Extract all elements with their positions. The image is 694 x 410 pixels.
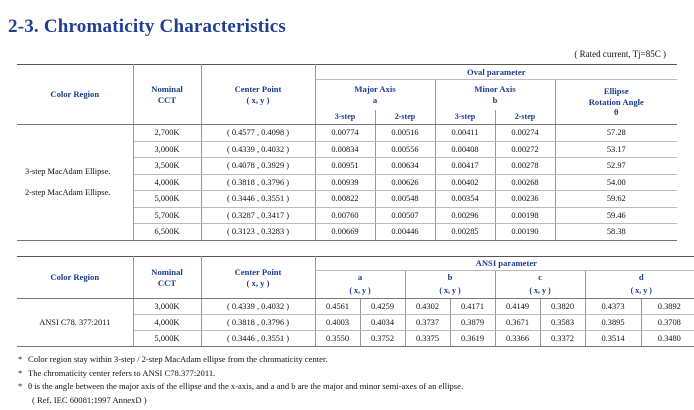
header-nominal-cct-line1: Nominal	[151, 83, 183, 94]
footnote-text: Color region stay within 3-step / 2-step MacAdam ellipse from the chromaticity center.	[28, 354, 328, 364]
region-cell: ANSI C78. 377:2011	[17, 299, 133, 347]
center-point-cell: ( 0.3123 , 0.3283 )	[201, 224, 315, 241]
ansi-parameter-table	[17, 256, 694, 347]
major-3step-cell: 0.00939	[315, 174, 375, 191]
d-x-cell: 0.3514	[585, 331, 641, 347]
reference-note: ( Ref. IEC 60081:1997 AnnexD )	[32, 394, 147, 405]
header-b-xy: ( x, y )	[405, 285, 495, 299]
minor-3step-cell: 0.00411	[435, 125, 495, 142]
a-y-cell: 0.4034	[360, 315, 405, 331]
footnote-item	[18, 367, 463, 381]
header-minor-axis	[435, 80, 555, 110]
b-x-cell: 0.3737	[405, 315, 450, 331]
d-y-cell: 0.3708	[641, 315, 694, 331]
bullet-icon: *	[18, 381, 23, 391]
minor-3step-cell: 0.00408	[435, 141, 495, 158]
major-2step-cell: 0.00516	[375, 125, 435, 142]
footnote-text: θ is the angle between the major axis of the ellipse and the x-axis, and a and b are the major and minor semi-axes of an ellipse.	[28, 381, 464, 391]
center-point-cell: ( 0.4339 , 0.4032 )	[201, 299, 315, 315]
c-x-cell: 0.4149	[495, 299, 540, 315]
header-center-point-line2: ( x, y )	[246, 277, 270, 288]
header-ansi-parameter: ANSI parameter	[315, 257, 694, 271]
minor-3step-cell: 0.00285	[435, 224, 495, 241]
header-major-axis-line1: Major Axis	[354, 84, 396, 95]
d-y-cell: 0.3480	[641, 331, 694, 347]
major-2step-cell: 0.00446	[375, 224, 435, 241]
minor-2step-cell: 0.00278	[495, 158, 555, 175]
page-title: 2-3. Chromaticity Characteristics	[8, 16, 286, 37]
header-minor-axis-line1: Minor Axis	[474, 84, 516, 95]
c-y-cell: 0.3583	[540, 315, 585, 331]
rated-condition-note: ( Rated current, Tj=85C )	[574, 49, 666, 59]
major-2step-cell: 0.00548	[375, 191, 435, 208]
b-x-cell: 0.3375	[405, 331, 450, 347]
major-3step-cell: 0.00760	[315, 207, 375, 224]
center-point-cell: ( 0.4078 , 0.3929 )	[201, 158, 315, 175]
cct-cell: 2,700K	[133, 125, 201, 142]
region-cell	[17, 125, 133, 241]
angle-cell: 58.38	[555, 224, 677, 241]
header-a-xy: ( x, y )	[315, 285, 405, 299]
minor-3step-cell: 0.00354	[435, 191, 495, 208]
major-2step-cell: 0.00634	[375, 158, 435, 175]
c-y-cell: 0.3820	[540, 299, 585, 315]
header-minor-axis-line2: b	[492, 94, 498, 105]
major-3step-cell: 0.00669	[315, 224, 375, 241]
header-minor-3step: 3-step	[435, 110, 495, 125]
header-center-point	[201, 257, 315, 299]
region-label-3step: 3-step MacAdam Ellipse.	[25, 167, 111, 177]
cct-cell: 6,500K	[133, 224, 201, 241]
bullet-icon: *	[18, 354, 23, 364]
a-y-cell: 0.4259	[360, 299, 405, 315]
angle-cell: 54.00	[555, 174, 677, 191]
header-nominal-cct-line2: CCT	[157, 94, 177, 105]
d-x-cell: 0.3895	[585, 315, 641, 331]
angle-cell: 59.62	[555, 191, 677, 208]
header-nominal-cct-line2: CCT	[157, 277, 177, 288]
a-x-cell: 0.4561	[315, 299, 360, 315]
cct-cell: 3,000K	[133, 141, 201, 158]
minor-2step-cell: 0.00268	[495, 174, 555, 191]
b-y-cell: 0.4171	[450, 299, 495, 315]
major-2step-cell: 0.00507	[375, 207, 435, 224]
header-major-axis	[315, 80, 435, 110]
table-row	[17, 299, 694, 315]
header-major-2step: 2-step	[375, 110, 435, 125]
c-x-cell: 0.3366	[495, 331, 540, 347]
header-nominal-cct	[133, 257, 201, 299]
center-point-cell: ( 0.3818 , 0.3796 )	[201, 315, 315, 331]
angle-cell: 59.46	[555, 207, 677, 224]
header-center-point-line2: ( x, y )	[246, 94, 270, 105]
a-y-cell: 0.3752	[360, 331, 405, 347]
center-point-cell: ( 0.3446 , 0.3551 )	[201, 191, 315, 208]
a-x-cell: 0.4003	[315, 315, 360, 331]
header-point-a: a	[315, 271, 405, 285]
c-y-cell: 0.3372	[540, 331, 585, 347]
d-y-cell: 0.3892	[641, 299, 694, 315]
minor-3step-cell: 0.00296	[435, 207, 495, 224]
header-center-point	[201, 65, 315, 125]
footnote-text: The chromaticity center refers to ANSI C78.377:2011.	[28, 367, 216, 378]
cct-cell: 5,700K	[133, 207, 201, 224]
cct-cell: 5,000K	[133, 191, 201, 208]
major-3step-cell: 0.00774	[315, 125, 375, 142]
bullet-icon: *	[18, 367, 23, 378]
major-3step-cell: 0.00951	[315, 158, 375, 175]
b-y-cell: 0.3619	[450, 331, 495, 347]
header-point-c: c	[495, 271, 585, 285]
footnotes	[18, 353, 463, 407]
footnote-item	[18, 353, 463, 367]
angle-cell: 57.28	[555, 125, 677, 142]
minor-2step-cell: 0.00272	[495, 141, 555, 158]
header-major-axis-line2: a	[372, 94, 378, 105]
header-ellipse-line1: Ellipse	[603, 85, 629, 96]
header-color-region: Color Region	[17, 257, 133, 299]
header-center-point-line1: Center Point	[234, 83, 282, 94]
header-oval-parameter: Oval parameter	[315, 65, 677, 80]
d-x-cell: 0.4373	[585, 299, 641, 315]
cct-cell: 5,000K	[133, 331, 201, 347]
center-point-cell: ( 0.3446 , 0.3551 )	[201, 331, 315, 347]
major-2step-cell: 0.00626	[375, 174, 435, 191]
header-nominal-cct-line1: Nominal	[151, 266, 183, 277]
region-label-2step: 2-step MacAdam Ellipse.	[25, 188, 111, 198]
center-point-cell: ( 0.4577 , 0.4098 )	[201, 125, 315, 142]
minor-2step-cell: 0.00274	[495, 125, 555, 142]
header-nominal-cct	[133, 65, 201, 125]
angle-cell: 53.17	[555, 141, 677, 158]
header-ellipse-line3: θ	[614, 107, 619, 118]
cct-cell: 4,000K	[133, 174, 201, 191]
b-x-cell: 0.4302	[405, 299, 450, 315]
minor-2step-cell: 0.00198	[495, 207, 555, 224]
center-point-cell: ( 0.4339 , 0.4032 )	[201, 141, 315, 158]
header-point-d: d	[638, 272, 644, 283]
minor-2step-cell: 0.00236	[495, 191, 555, 208]
angle-cell: 52.97	[555, 158, 677, 175]
major-2step-cell: 0.00556	[375, 141, 435, 158]
center-point-cell: ( 0.3287 , 0.3417 )	[201, 207, 315, 224]
minor-2step-cell: 0.00190	[495, 224, 555, 241]
c-x-cell: 0.3671	[495, 315, 540, 331]
header-center-point-line1: Center Point	[234, 266, 282, 277]
header-ellipse-rotation	[555, 80, 677, 125]
table-row	[17, 125, 677, 142]
minor-3step-cell: 0.00417	[435, 158, 495, 175]
header-ellipse-line2: Rotation Angle	[588, 96, 644, 107]
header-d-xy: ( x, y )	[585, 285, 694, 299]
header-major-3step: 3-step	[315, 110, 375, 125]
cct-cell: 3,500K	[133, 158, 201, 175]
header-minor-2step: 2-step	[495, 110, 555, 125]
chromaticity-ellipse-table	[17, 64, 677, 241]
major-3step-cell: 0.00834	[315, 141, 375, 158]
b-y-cell: 0.3879	[450, 315, 495, 331]
a-x-cell: 0.3550	[315, 331, 360, 347]
header-point-b: b	[405, 271, 495, 285]
major-3step-cell: 0.00822	[315, 191, 375, 208]
header-c-xy: ( x, y )	[495, 285, 585, 299]
footnote-item	[18, 380, 463, 394]
cct-cell: 4,000K	[133, 315, 201, 331]
center-point-cell: ( 0.3818 , 0.3796 )	[201, 174, 315, 191]
cct-cell: 3,000K	[133, 299, 201, 315]
header-color-region: Color Region	[17, 65, 133, 125]
minor-3step-cell: 0.00402	[435, 174, 495, 191]
